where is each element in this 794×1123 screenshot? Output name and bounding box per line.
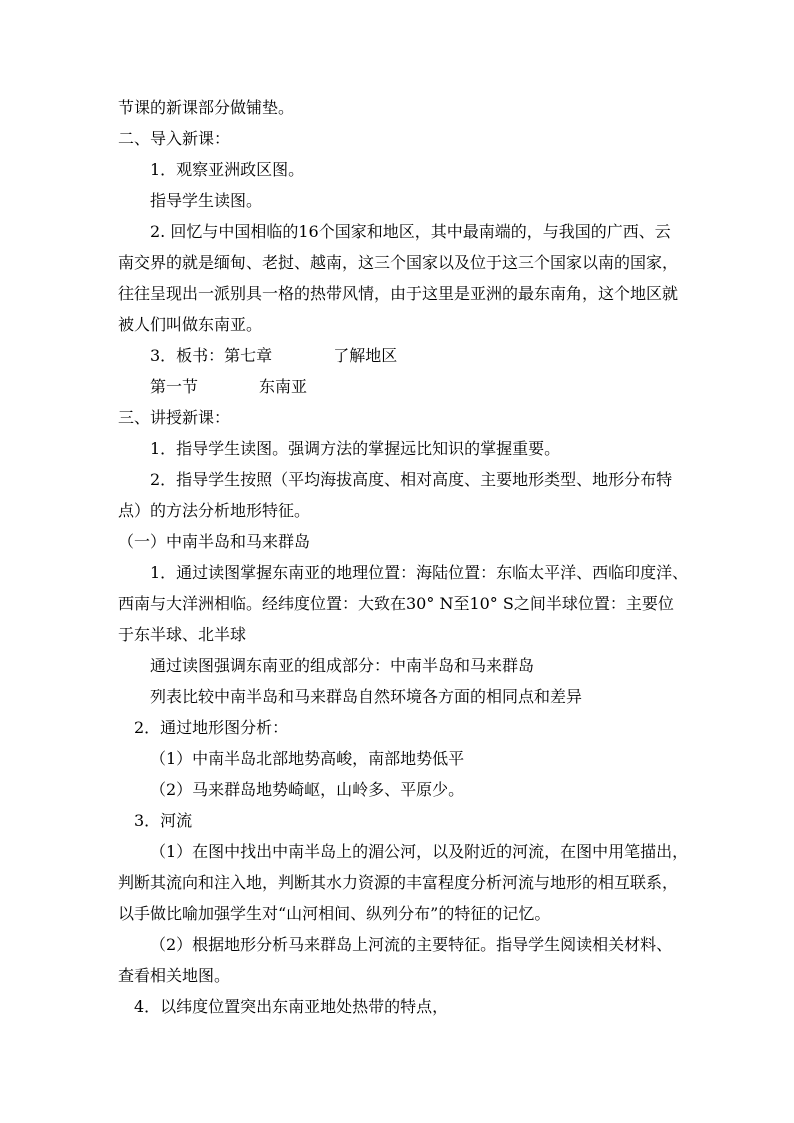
text-line: 判断其流向和注入地，判断其水力资源的丰富程度分析河流与地形的相互联系，: [118, 873, 679, 892]
text-line: 4．以纬度位置突出东南亚地处热带的特点，: [134, 997, 449, 1016]
text-line: 3．板书：第七章 了解地区: [150, 346, 398, 365]
text-line: 于东半球、北半球: [118, 625, 247, 644]
text-line: （2）根据地形分析马来群岛上河流的主要特征。指导学生阅读相关材料、: [150, 935, 673, 954]
section-heading: 三、讲授新课：: [118, 408, 231, 427]
text-line: 点）的方法分析地形特征。: [118, 501, 311, 520]
text-line: 1．指导学生读图。强调方法的掌握远比知识的掌握重要。: [150, 439, 561, 458]
section-heading: 二、导入新课：: [118, 129, 231, 148]
subsection-heading: （一）中南半岛和马来群岛: [118, 532, 311, 551]
text-line: 西南与大洋洲相临。经纬度位置：大致在30° N至10° S之间半球位置：主要位: [118, 594, 674, 613]
text-line: 1．通过读图掌握东南亚的地理位置：海陆位置：东临太平洋、西临印度洋、: [150, 563, 689, 582]
text-line: 被人们叫做东南亚。: [118, 315, 263, 334]
text-line: 2．通过地形图分析：: [134, 718, 289, 737]
text-line: 以手做比喻加强学生对“山河相间、纵列分布”的特征的记忆。: [118, 904, 551, 923]
text-line: 列表比较中南半岛和马来群岛自然环境各方面的相同点和差异: [150, 687, 583, 706]
text-line: 2．指导学生按照（平均海拔高度、相对高度、主要地形类型、地形分布特: [150, 470, 673, 489]
text-line: （2）马来群岛地势崎岖，山岭多、平原少。: [150, 780, 465, 799]
text-line: 南交界的就是缅甸、老挝、越南，这三个国家以及位于这三个国家以南的国家，: [118, 253, 679, 272]
text-line: 往往呈现出一派别具一格的热带风情，由于这里是亚洲的最东南角，这个地区就: [118, 284, 679, 303]
text-line: 节课的新课部分做铺垫。: [118, 98, 295, 117]
text-line: 通过读图强调东南亚的组成部分：中南半岛和马来群岛: [150, 656, 535, 675]
text-line: 3．河流: [134, 811, 193, 830]
text-line: （1）中南半岛北部地势高峻，南部地势低平: [150, 749, 465, 768]
text-line: 查看相关地图。: [118, 966, 231, 985]
text-line: （1）在图中找出中南半岛上的湄公河，以及附近的河流，在图中用笔描出，: [150, 842, 689, 861]
text-line: 2. 回忆与中国相临的16个国家和地区，其中最南端的，与我国的广西、云: [150, 222, 671, 241]
text-line: 指导学生读图。: [150, 191, 263, 210]
text-line: 1．观察亚洲政区图。: [150, 160, 305, 179]
text-line: 第一节 东南亚: [150, 377, 308, 396]
